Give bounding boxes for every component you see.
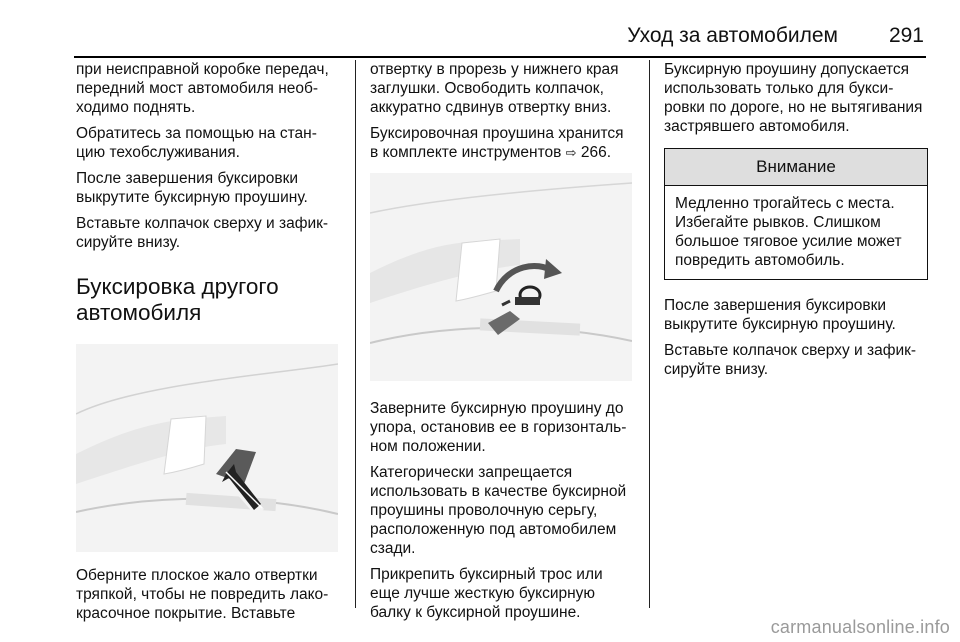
column-divider (649, 60, 650, 608)
warning-text: Медленно трогайтесь с места. Избегайте рывков. Слишком большое тяговое усилие может повредить автомобиль. (675, 195, 902, 269)
paragraph: Заверните буксирную проушину до упора, остановив ее в горизонталь-ном положении. (370, 400, 627, 455)
illustration-bumper-cover (76, 344, 338, 552)
warning-box (664, 148, 928, 280)
page-reference-link[interactable]: 266. (580, 144, 612, 161)
header-title: Уход за автомобилем (627, 24, 838, 47)
column-middle (370, 60, 634, 629)
paragraph: Буксирную проушину допускается использовать только для букси-ровки по дороге, но не вытягивания застрявшего автомобиля. (664, 61, 923, 135)
paragraph: Прикрепить буксирный трос или еще лучше жесткую буксирную балку к буксирной проушине. (370, 566, 603, 621)
warning-title: Внимание (665, 149, 927, 186)
illustration-towing-eye (370, 173, 632, 381)
paragraph: отвертку в прорезь у нижнего края заглушки. Освободить колпачок, аккуратно сдвинув отвертку вниз. (370, 61, 619, 116)
paragraph: Вставьте колпачок сверху и зафик-сируйте внизу. (76, 215, 329, 251)
paragraph: После завершения буксировки выкрутите буксирную проушину. (664, 297, 896, 333)
paragraph: Обратитесь за помощью на стан-цию техобслуживания. (76, 125, 317, 161)
paragraph (370, 124, 634, 163)
page-number: 291 (888, 24, 924, 47)
column-divider (355, 60, 356, 608)
page-reference-arrow: ⇨ (565, 146, 577, 161)
paragraph-text: Буксировочная проушина хранится в комплекте инструментов (370, 125, 624, 161)
column-right (664, 60, 928, 386)
paragraph: Оберните плоское жало отвертки тряпкой, чтобы не повредить лако-красочное покрытие. Вставьте (76, 567, 329, 622)
page-header (74, 22, 926, 58)
watermark: carmanualsonline.info (770, 617, 950, 637)
paragraph: Вставьте колпачок сверху и зафик-сируйте внизу. (664, 342, 917, 378)
column-left (76, 60, 344, 630)
paragraph: при неисправной коробке передач, передний мост автомобиля необ-ходимо поднять. (76, 61, 329, 116)
paragraph: После завершения буксировки выкрутите буксирную проушину. (76, 170, 308, 206)
paragraph: Категорически запрещается использовать в качестве буксирной проушины проволочную серьгу, расположенную под автомобилем сзади. (370, 464, 627, 557)
section-heading: Буксировка другого автомобиля (76, 274, 279, 325)
